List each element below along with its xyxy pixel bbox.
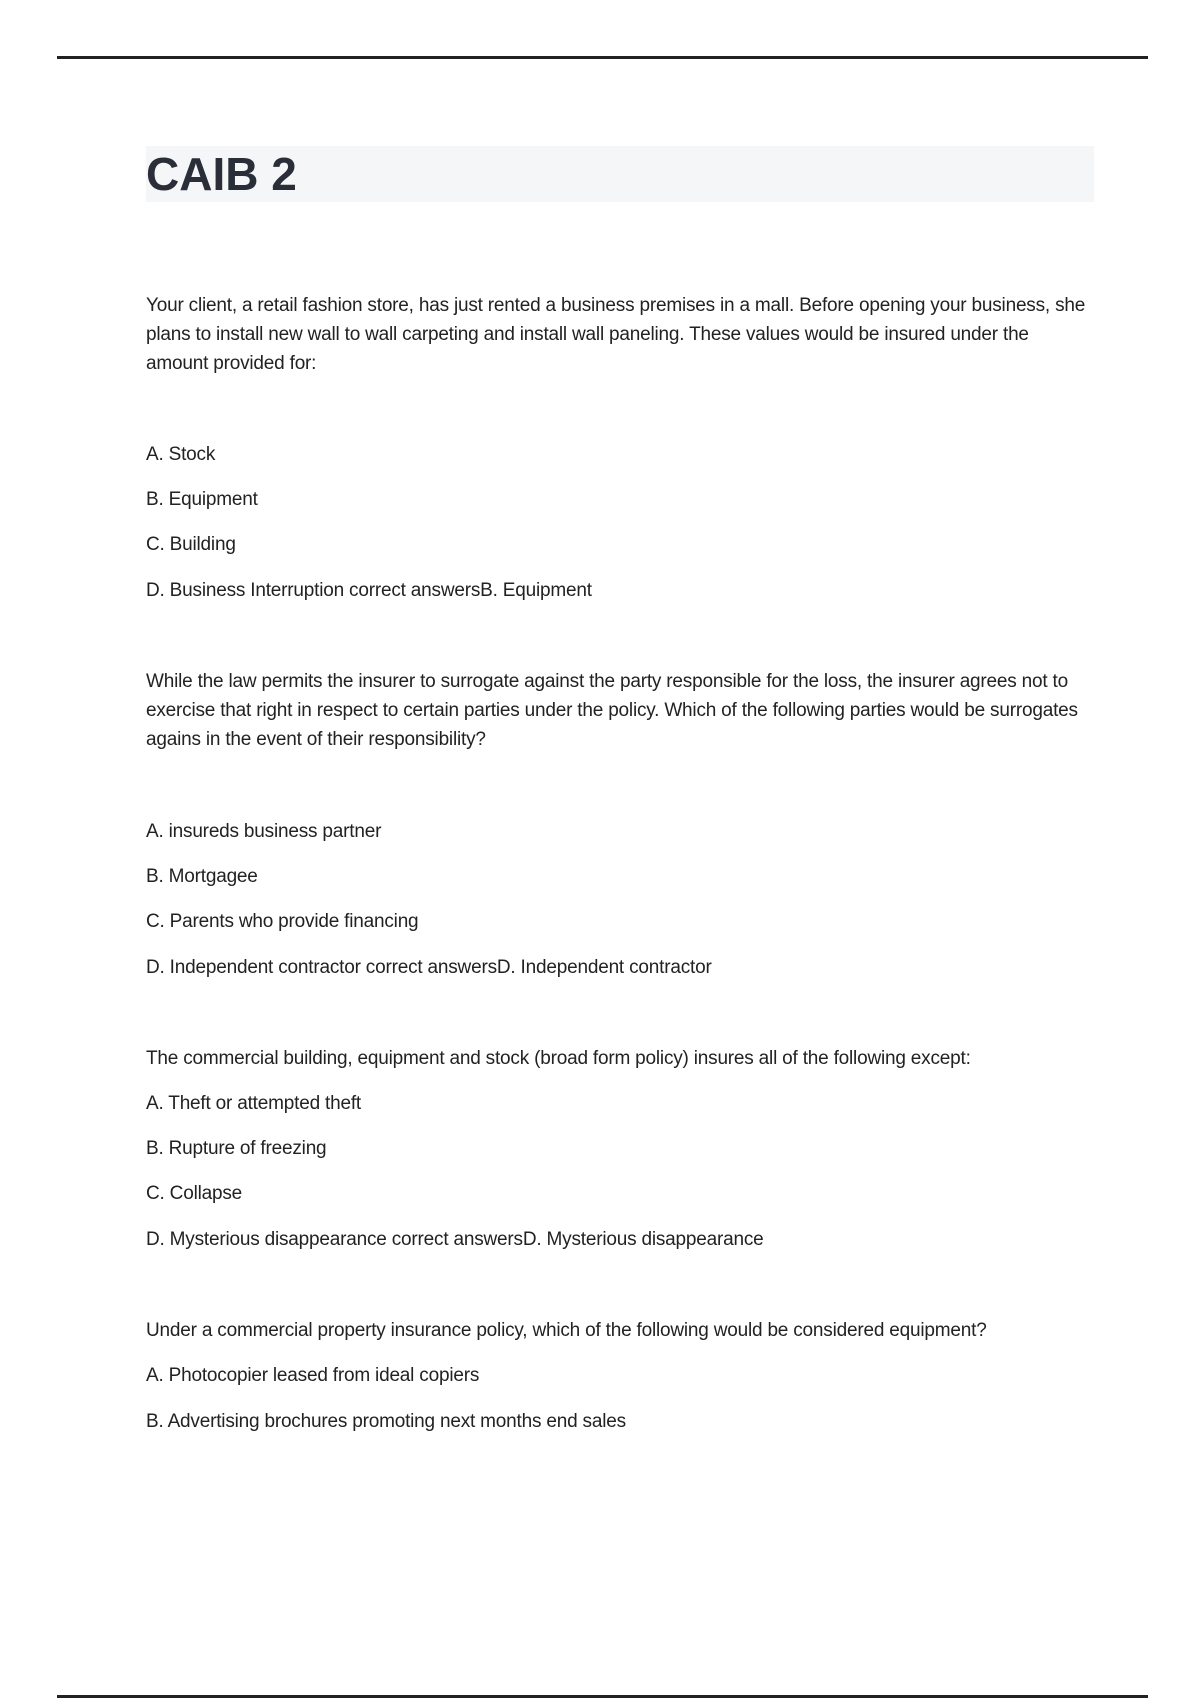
question-2-text: While the law permits the insurer to surrogate against the party responsible for the loss, the insurer agrees not to exercise that right in respect to certain parties under the policy. Which of the following parties would be surrogates agains in the event of their responsibility? — [146, 671, 1078, 750]
question-1-option-c: C. Building — [146, 534, 236, 555]
question-3-text: The commercial building, equipment and stock (broad form policy) insures all of the following except: — [146, 1048, 971, 1069]
question-1-text: Your client, a retail fashion store, has just rented a business premises in a mall. Before opening your business, she plans to install new wall to wall carpeting and install wall paneling. These values would be insured under the amount provided for: — [146, 295, 1086, 374]
question-3-option-c: C. Collapse — [146, 1183, 243, 1204]
question-4-text: Under a commercial property insurance policy, which of the following would be considered equipment? — [146, 1320, 987, 1341]
question-3-option-b: B. Rupture of freezing — [146, 1138, 327, 1159]
question-4-option-b: B. Advertising brochures promoting next months end sales — [146, 1411, 626, 1432]
page-title: CAIB 2 — [146, 148, 297, 200]
question-2-option-b: B. Mortgagee — [146, 866, 258, 887]
top-rule — [57, 56, 1148, 59]
question-1-option-a: A. Stock — [146, 444, 216, 465]
question-2-option-c: C. Parents who provide financing — [146, 911, 419, 932]
question-1-option-b: B. Equipment — [146, 489, 258, 510]
question-2-option-d: D. Independent contractor correct answersD. Independent contractor — [146, 957, 712, 978]
title-box — [146, 146, 1094, 202]
bottom-rule — [57, 1695, 1148, 1698]
question-3-option-a: A. Theft or attempted theft — [146, 1093, 361, 1114]
question-4-option-a: A. Photocopier leased from ideal copiers — [146, 1365, 480, 1386]
question-2-option-a: A. insureds business partner — [146, 821, 382, 842]
question-1-option-d: D. Business Interruption correct answersB. Equipment — [146, 580, 592, 601]
question-3-option-d: D. Mysterious disappearance correct answersD. Mysterious disappearance — [146, 1229, 764, 1250]
